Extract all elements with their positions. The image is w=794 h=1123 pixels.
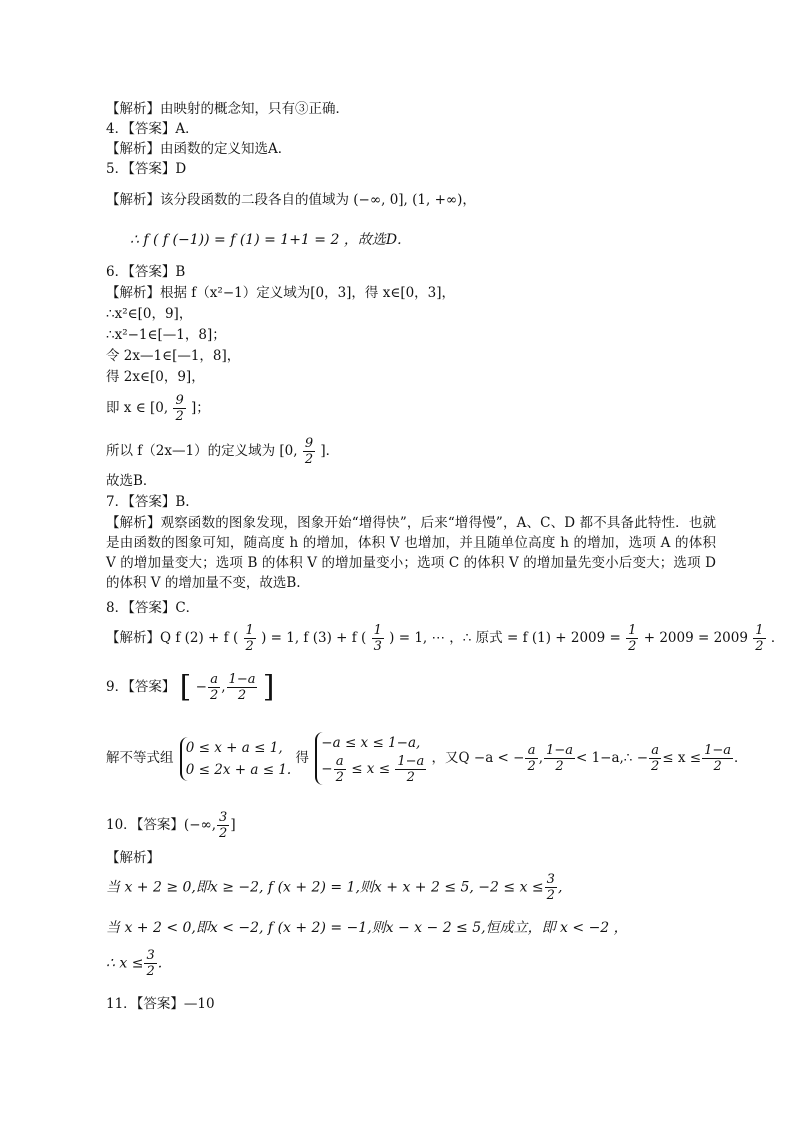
line-analysis-3: 【解析】由映射的概念知，只有③正确．	[106, 101, 349, 117]
text: ,	[557, 879, 563, 896]
line-analysis-8	[106, 623, 784, 654]
text: ]．	[320, 443, 340, 459]
text: < 1−a,∴ −	[575, 750, 649, 766]
line-analysis-6-step2: ∴x²−1∈[—1，8]；	[106, 327, 226, 343]
line-analysis-9	[106, 732, 748, 785]
fraction: $\frac{9}{2}$	[175, 393, 184, 424]
text: ,	[538, 750, 544, 766]
line-answer-6: 6．【答案】B	[106, 264, 186, 280]
text: 得	[295, 750, 309, 766]
right-bracket: ]	[262, 669, 275, 705]
inequality-system-1: 0 ≤ x + a ≤ 1, 0 ≤ 2x + a ≤ 1.	[180, 737, 291, 781]
fraction: $\frac{1}{2}$	[628, 623, 637, 654]
text: ]	[230, 817, 236, 833]
line-analysis-4: 【解析】由函数的定义知选A．	[106, 141, 292, 157]
line-answer-11: 11．【答案】—10	[106, 996, 215, 1012]
text: −	[195, 679, 207, 695]
text: ．	[770, 630, 785, 646]
fraction: $\frac{3}{2}$	[146, 948, 155, 979]
line-answer-5: 5．【答案】D	[106, 161, 187, 177]
line-analysis-6-choice: 故选B．	[106, 473, 157, 489]
text: 所以 f（2x—1）的定义域为 [0,	[106, 443, 298, 459]
fraction: $\frac{a}{2}$	[651, 743, 660, 774]
text: ,	[221, 679, 226, 695]
text: 9．【答案】	[106, 679, 176, 695]
fraction: $\frac{1-a}{2}$	[704, 743, 732, 774]
line-analysis-10-conclusion	[106, 948, 162, 979]
fraction: $\frac{3}{2}$	[546, 872, 555, 903]
line-analysis-6-step4: 得 2x∈[0，9]，	[106, 369, 205, 385]
fraction: $\frac{a}{2}$	[527, 743, 536, 774]
fraction: $\frac{1}{2}$	[245, 623, 254, 654]
line-answer-9	[106, 669, 275, 705]
text: 【解析】Q f (2) + f (	[106, 630, 239, 646]
fraction: $\frac{1}{2}$	[755, 623, 764, 654]
text: ∴ x ≤	[106, 955, 144, 972]
fraction: $\frac{1}{3}$	[373, 623, 382, 654]
inequality-system-2: −a ≤ x ≤ 1−a, − $\frac{a}{2}$ ≤ x ≤ $\frac{1-a}{2}$	[315, 732, 427, 785]
line-answer-8: 8．【答案】C．	[106, 600, 200, 616]
fraction: $\frac{1-a}{2}$	[546, 743, 573, 774]
text: + 2009 = 2009	[643, 630, 748, 646]
text: ) = 1, f (3) + f (	[261, 630, 367, 646]
text: 当 x + 2 ≥ 0,即x ≥ −2, f (x + 2) = 1,则x + x + 2 ≤ 5, −2 ≤ x ≤	[106, 879, 544, 896]
line-analysis-5-conclusion: ∴ f ( f (−1)) = f (1) = 1+1 = 2 ，故选D．	[130, 232, 412, 248]
text: ≤ x ≤	[662, 750, 702, 766]
line-analysis-10-label: 【解析】	[106, 850, 160, 866]
line-answer-4: 4．【答案】A．	[106, 121, 199, 137]
line-answer-7: 7．【答案】B.	[106, 494, 190, 510]
left-bracket: [	[179, 669, 192, 705]
text: ) = 1, ⋯ ，∴ 原式 = f (1) + 2009 =	[389, 630, 621, 646]
text: 即 x ∈ [0,	[106, 400, 169, 416]
text: ．	[734, 750, 748, 766]
text: 解不等式组	[106, 750, 174, 766]
text: ]；	[191, 400, 210, 416]
line-answer-10	[106, 810, 236, 841]
line-analysis-6-step1: ∴x²∈[0，9]，	[106, 306, 193, 322]
line-analysis-10-case2: 当 x + 2 < 0,即x < −2, f (x + 2) = −1,则x − x − 2 ≤ 5,恒成立，即 x < −2 ，	[106, 920, 628, 936]
paragraph-analysis-7: 【解析】观察函数的图象发现，图象开始“增得快”，后来“增得慢”，A、C、D 都不具备此特性．也就是由函数的图象可知，随高度 h 的增加，体积 V 也增加，并且随单位高度 h 的增加，选项 A 的体积 V 的增加量变大；选项 B 的体积 V 的增加量变小；选项 C 的体积 V 的增加量先变小后变大；选项 D 的体积 V 的增加量不变，故选B.	[106, 515, 716, 591]
text: .	[157, 955, 163, 972]
fraction: $\frac{a}{2}$	[209, 672, 219, 703]
text: ，又Q −a < −	[431, 750, 525, 766]
line-analysis-10-case1	[106, 872, 562, 903]
fraction: $\frac{9}{2}$	[304, 436, 314, 467]
line-analysis-5: 【解析】该分段函数的二段各自的值域为 (−∞, 0], (1, +∞)，	[106, 192, 476, 208]
line-analysis-6-domain	[106, 436, 339, 467]
text: 10．【答案】(−∞,	[106, 817, 217, 833]
line-analysis-6-step3: 令 2x—1∈[—1，8]，	[106, 348, 241, 364]
fraction: $\frac{1-a}{2}$	[228, 672, 256, 703]
fraction: $\frac{3}{2}$	[219, 810, 228, 841]
line-analysis-6: 【解析】根据 f（x²−1）定义域为[0，3]，得 x∈[0，3]，	[106, 285, 456, 301]
line-analysis-6-step5	[106, 393, 210, 424]
